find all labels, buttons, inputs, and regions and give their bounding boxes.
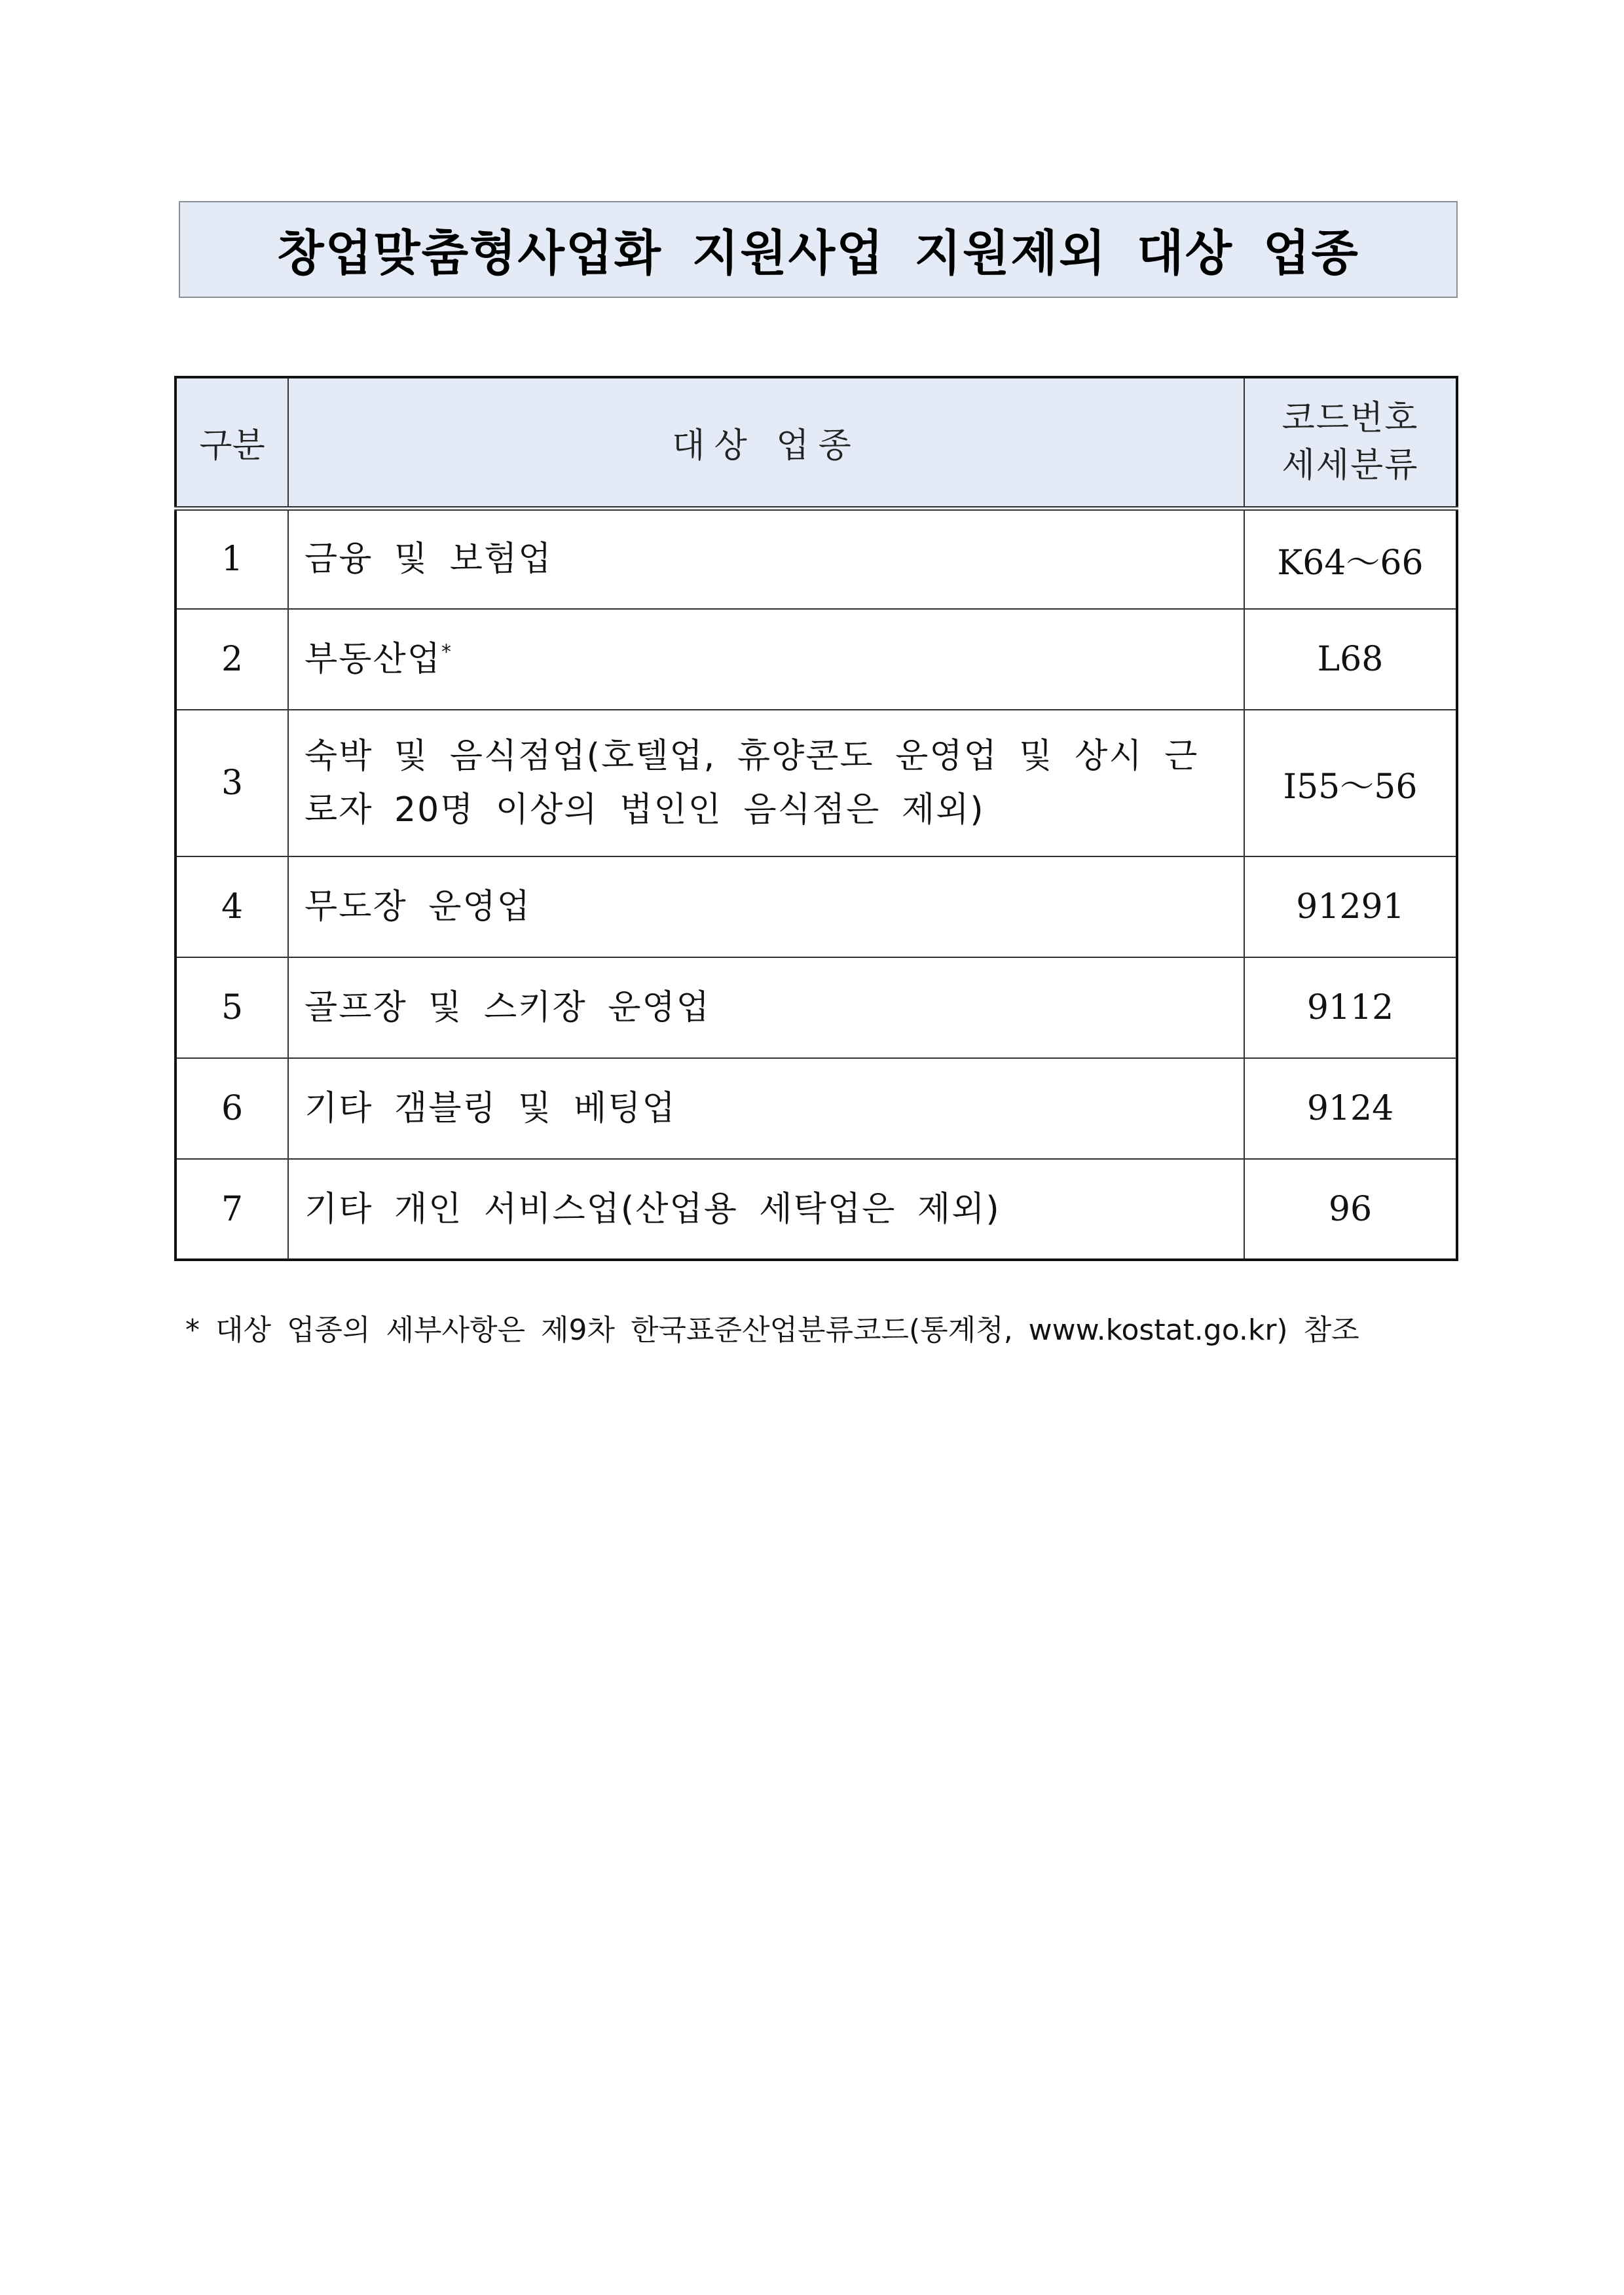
table-header-row [175, 377, 1457, 508]
row-code: L68 [1244, 609, 1457, 710]
table-row [175, 957, 1457, 1058]
header-industry: 대상 업종 [288, 377, 1244, 508]
row-industry: 부동산업 [304, 640, 441, 679]
row-number: 1 [175, 508, 288, 609]
table-row [175, 1159, 1457, 1260]
row-number: 2 [175, 609, 288, 710]
row-code: K64～66 [1244, 508, 1457, 609]
header-category: 구분 [175, 377, 288, 508]
table-row [175, 609, 1457, 710]
row-industry: 기타 갬블링 및 베팅업 [288, 1058, 1244, 1159]
row-industry: 골프장 및 스키장 운영업 [288, 957, 1244, 1058]
header-code-line1: 코드번호 [1282, 399, 1419, 439]
row-number: 7 [175, 1159, 288, 1260]
row-number: 3 [175, 710, 288, 856]
table-row [175, 508, 1457, 609]
row-number: 5 [175, 957, 288, 1058]
row-number: 6 [175, 1058, 288, 1159]
row-code: 9112 [1244, 957, 1457, 1058]
title-box [179, 201, 1458, 298]
excluded-industries-table [174, 376, 1458, 1261]
row-industry: 기타 개인 서비스업(산업용 세탁업은 제외) [288, 1159, 1244, 1260]
row-code: 9124 [1244, 1058, 1457, 1159]
header-code [1244, 377, 1457, 508]
row-code: 91291 [1244, 856, 1457, 957]
row-industry: 숙박 및 음식점업(호텔업, 휴양콘도 운영업 및 상시 근로자 20명 이상의 법인인 음식점은 제외) [288, 710, 1244, 856]
row-code: 96 [1244, 1159, 1457, 1260]
table-row [175, 1058, 1457, 1159]
footnote-mark: * [441, 640, 452, 664]
footnote: * 대상 업종의 세부사항은 제9차 한국표준산업분류코드(통계청, www.kostat.go.kr) 참조 [185, 1313, 1359, 1347]
row-industry: 금융 및 보험업 [288, 508, 1244, 609]
row-industry: 무도장 운영업 [288, 856, 1244, 957]
page-title: 창업맞춤형사업화 지원사업 지원제외 대상 업종 [277, 225, 1359, 282]
row-industry-cell [288, 609, 1244, 710]
header-code-line2: 세세분류 [1282, 446, 1419, 486]
table-row [175, 710, 1457, 856]
row-code: I55～56 [1244, 710, 1457, 856]
row-number: 4 [175, 856, 288, 957]
table-row [175, 856, 1457, 957]
